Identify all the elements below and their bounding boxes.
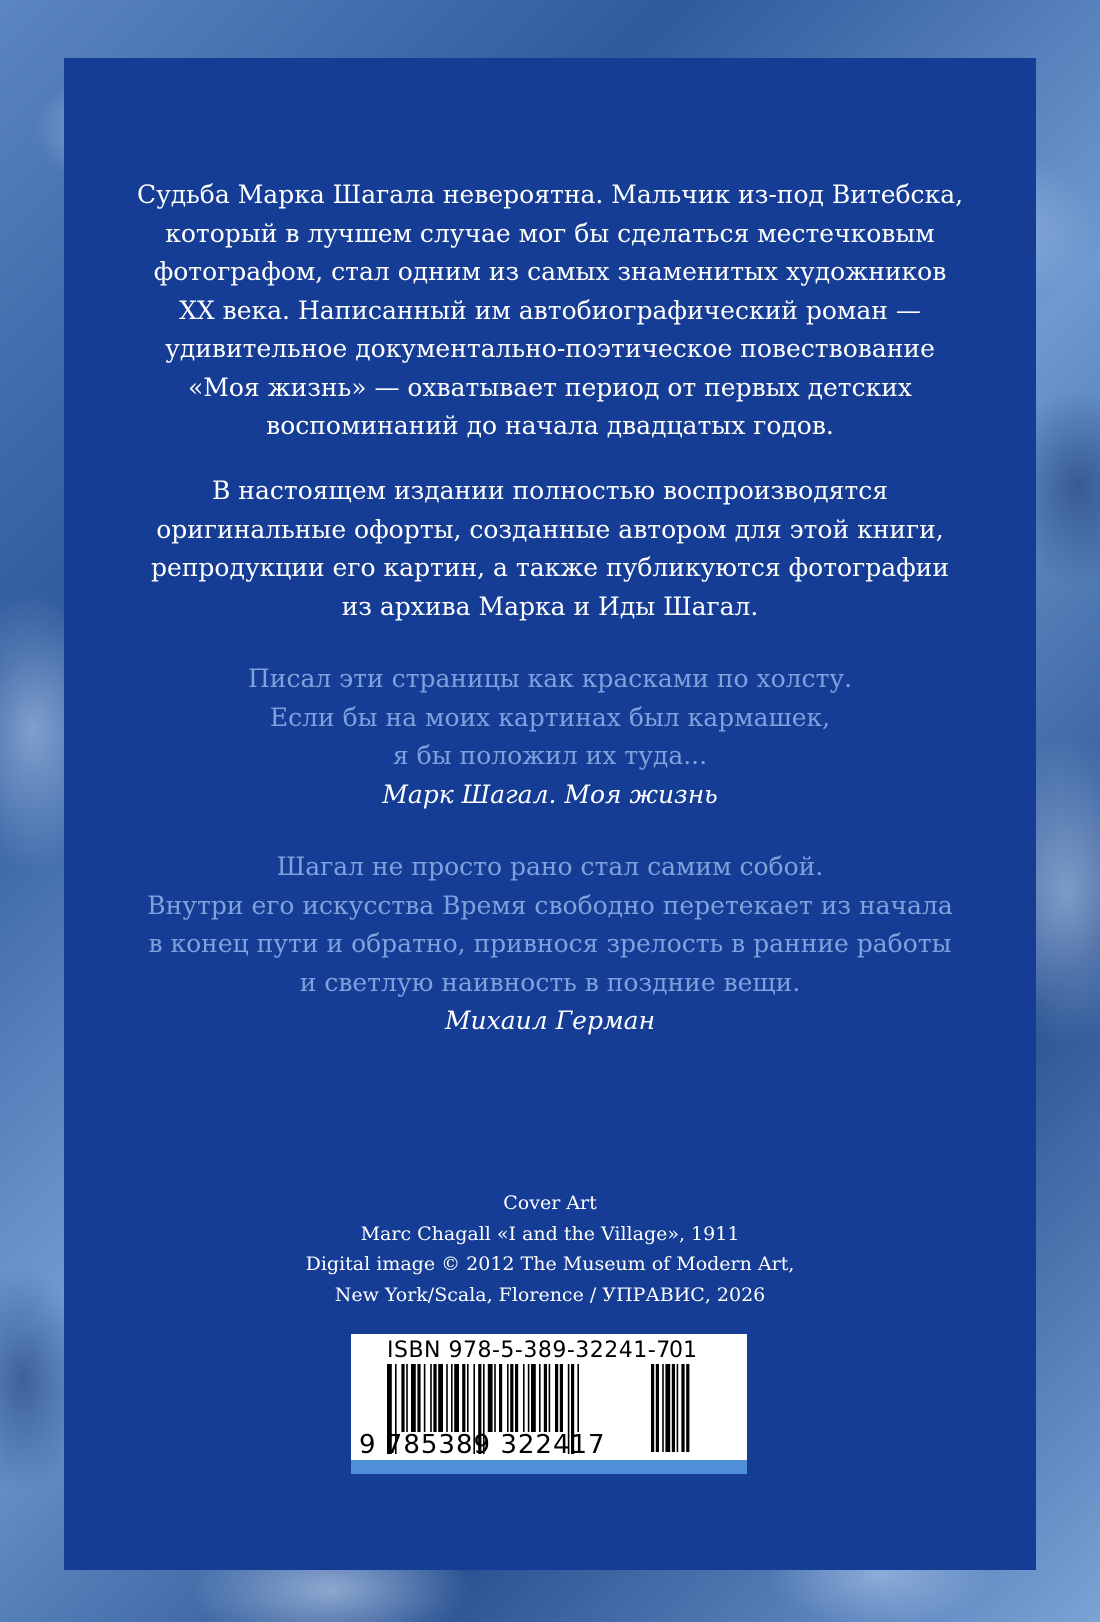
barcode-bar [515, 1364, 518, 1432]
barcode-accent-strip [351, 1460, 747, 1474]
quote-chagall [64, 660, 1036, 814]
addon-label: 01 [669, 1338, 697, 1363]
credits-line: New York/Scala, Florence / УПРАВИС, 2026 [334, 1283, 766, 1306]
quote-author: Марк Шагал. Моя жизнь [382, 779, 718, 809]
quote-line: Шагал не просто рано стал самим собой. [276, 852, 824, 881]
quote-line: Писал эти страницы как красками по холсту. [247, 664, 853, 693]
barcode-bar [549, 1364, 551, 1432]
addon-bar [665, 1364, 670, 1452]
back-cover-panel [64, 58, 1036, 1570]
cover-credits [64, 1188, 1036, 1310]
paragraph-line: Судьба Марка Шагала невероятна. Мальчик из-под Витебска, [136, 180, 964, 209]
barcode-bar [406, 1364, 408, 1432]
barcode-bar [499, 1364, 502, 1432]
barcode-bar [488, 1364, 493, 1432]
addon-bar [681, 1364, 684, 1452]
addon-bar [662, 1364, 664, 1452]
barcode-bar [494, 1364, 496, 1432]
paragraph-line: удивительное документально-поэтическое повествование [165, 334, 935, 363]
paragraph-line: В настоящем издании полностью воспроизводятся [211, 476, 888, 505]
barcode-bar [523, 1364, 525, 1432]
paragraph-line: оригинальные офорты, созданные автором для этой книги, [156, 514, 944, 544]
description-paragraph-1 [64, 176, 1036, 446]
addon-bar [686, 1364, 689, 1452]
barcode-bar [531, 1364, 536, 1432]
barcode-bar [510, 1364, 513, 1432]
barcode-bar [411, 1364, 416, 1432]
barcode-bar [467, 1364, 469, 1432]
isbn-barcode [351, 1334, 747, 1460]
barcode-bar [424, 1364, 426, 1432]
barcode-bar [462, 1364, 465, 1432]
credits-line: Marc Chagall «I and the Village», 1911 [360, 1222, 740, 1245]
barcode-bar [438, 1364, 443, 1432]
paragraph-line: XX века. Написанный им автобиографический роман — [179, 295, 921, 325]
addon-bar [672, 1364, 675, 1452]
barcode-bar [430, 1364, 432, 1432]
paragraph-line: фотографом, стал одним из самых знаменитых художников [153, 257, 947, 286]
barcode-bar [577, 1364, 579, 1432]
barcode-bar [528, 1364, 530, 1432]
barcode-bar [451, 1364, 453, 1432]
credits-line: Digital image © 2012 The Museum of Modern Art, [305, 1253, 795, 1275]
addon-bar [677, 1364, 679, 1452]
quote-line: и светлую наивность в поздние вещи. [299, 967, 801, 997]
barcode-digits: 9 785389 322417 [359, 1430, 606, 1460]
quote-line: Внутри его искусства Время свободно перетекает из начала [147, 890, 953, 920]
barcode-bar [446, 1364, 448, 1432]
paragraph-line: «Моя жизнь» — охватывает период от первых детских [187, 372, 913, 402]
addon-bar [651, 1364, 654, 1452]
barcode-bar [555, 1364, 558, 1432]
paragraph-line: из архива Марка и Иды Шагал. [341, 591, 759, 621]
barcode-bar [507, 1364, 509, 1432]
description-paragraph-2 [64, 472, 1036, 626]
barcode-bar [544, 1364, 547, 1432]
quote-author: Михаил Герман [444, 1006, 656, 1035]
quote-german [64, 848, 1036, 1041]
barcode-bar [539, 1364, 541, 1432]
barcode-bar [560, 1364, 563, 1432]
paragraph-line: который в лучшем случае мог бы сделаться местечковым [165, 218, 935, 248]
barcode-bar [401, 1364, 404, 1432]
paragraph-line: репродукции его картин, а также публикуются фотографии [150, 553, 950, 582]
credits-line: Cover Art [503, 1192, 597, 1214]
quote-line: я бы положил их туда... [392, 741, 708, 770]
addon-bar [656, 1364, 659, 1452]
barcode-bar [433, 1364, 436, 1432]
quote-line: в конец пути и обратно, привнося зрелость в ранние работы [148, 929, 952, 958]
quote-line: Если бы на моих картинах был кармашек, [269, 702, 831, 732]
paragraph-line: воспоминаний до начала двадцатых годов. [266, 411, 834, 440]
barcode-bar [454, 1364, 459, 1432]
barcode-bar [417, 1364, 420, 1432]
isbn-label: ISBN 978-5-389-32241-7 [387, 1338, 671, 1363]
